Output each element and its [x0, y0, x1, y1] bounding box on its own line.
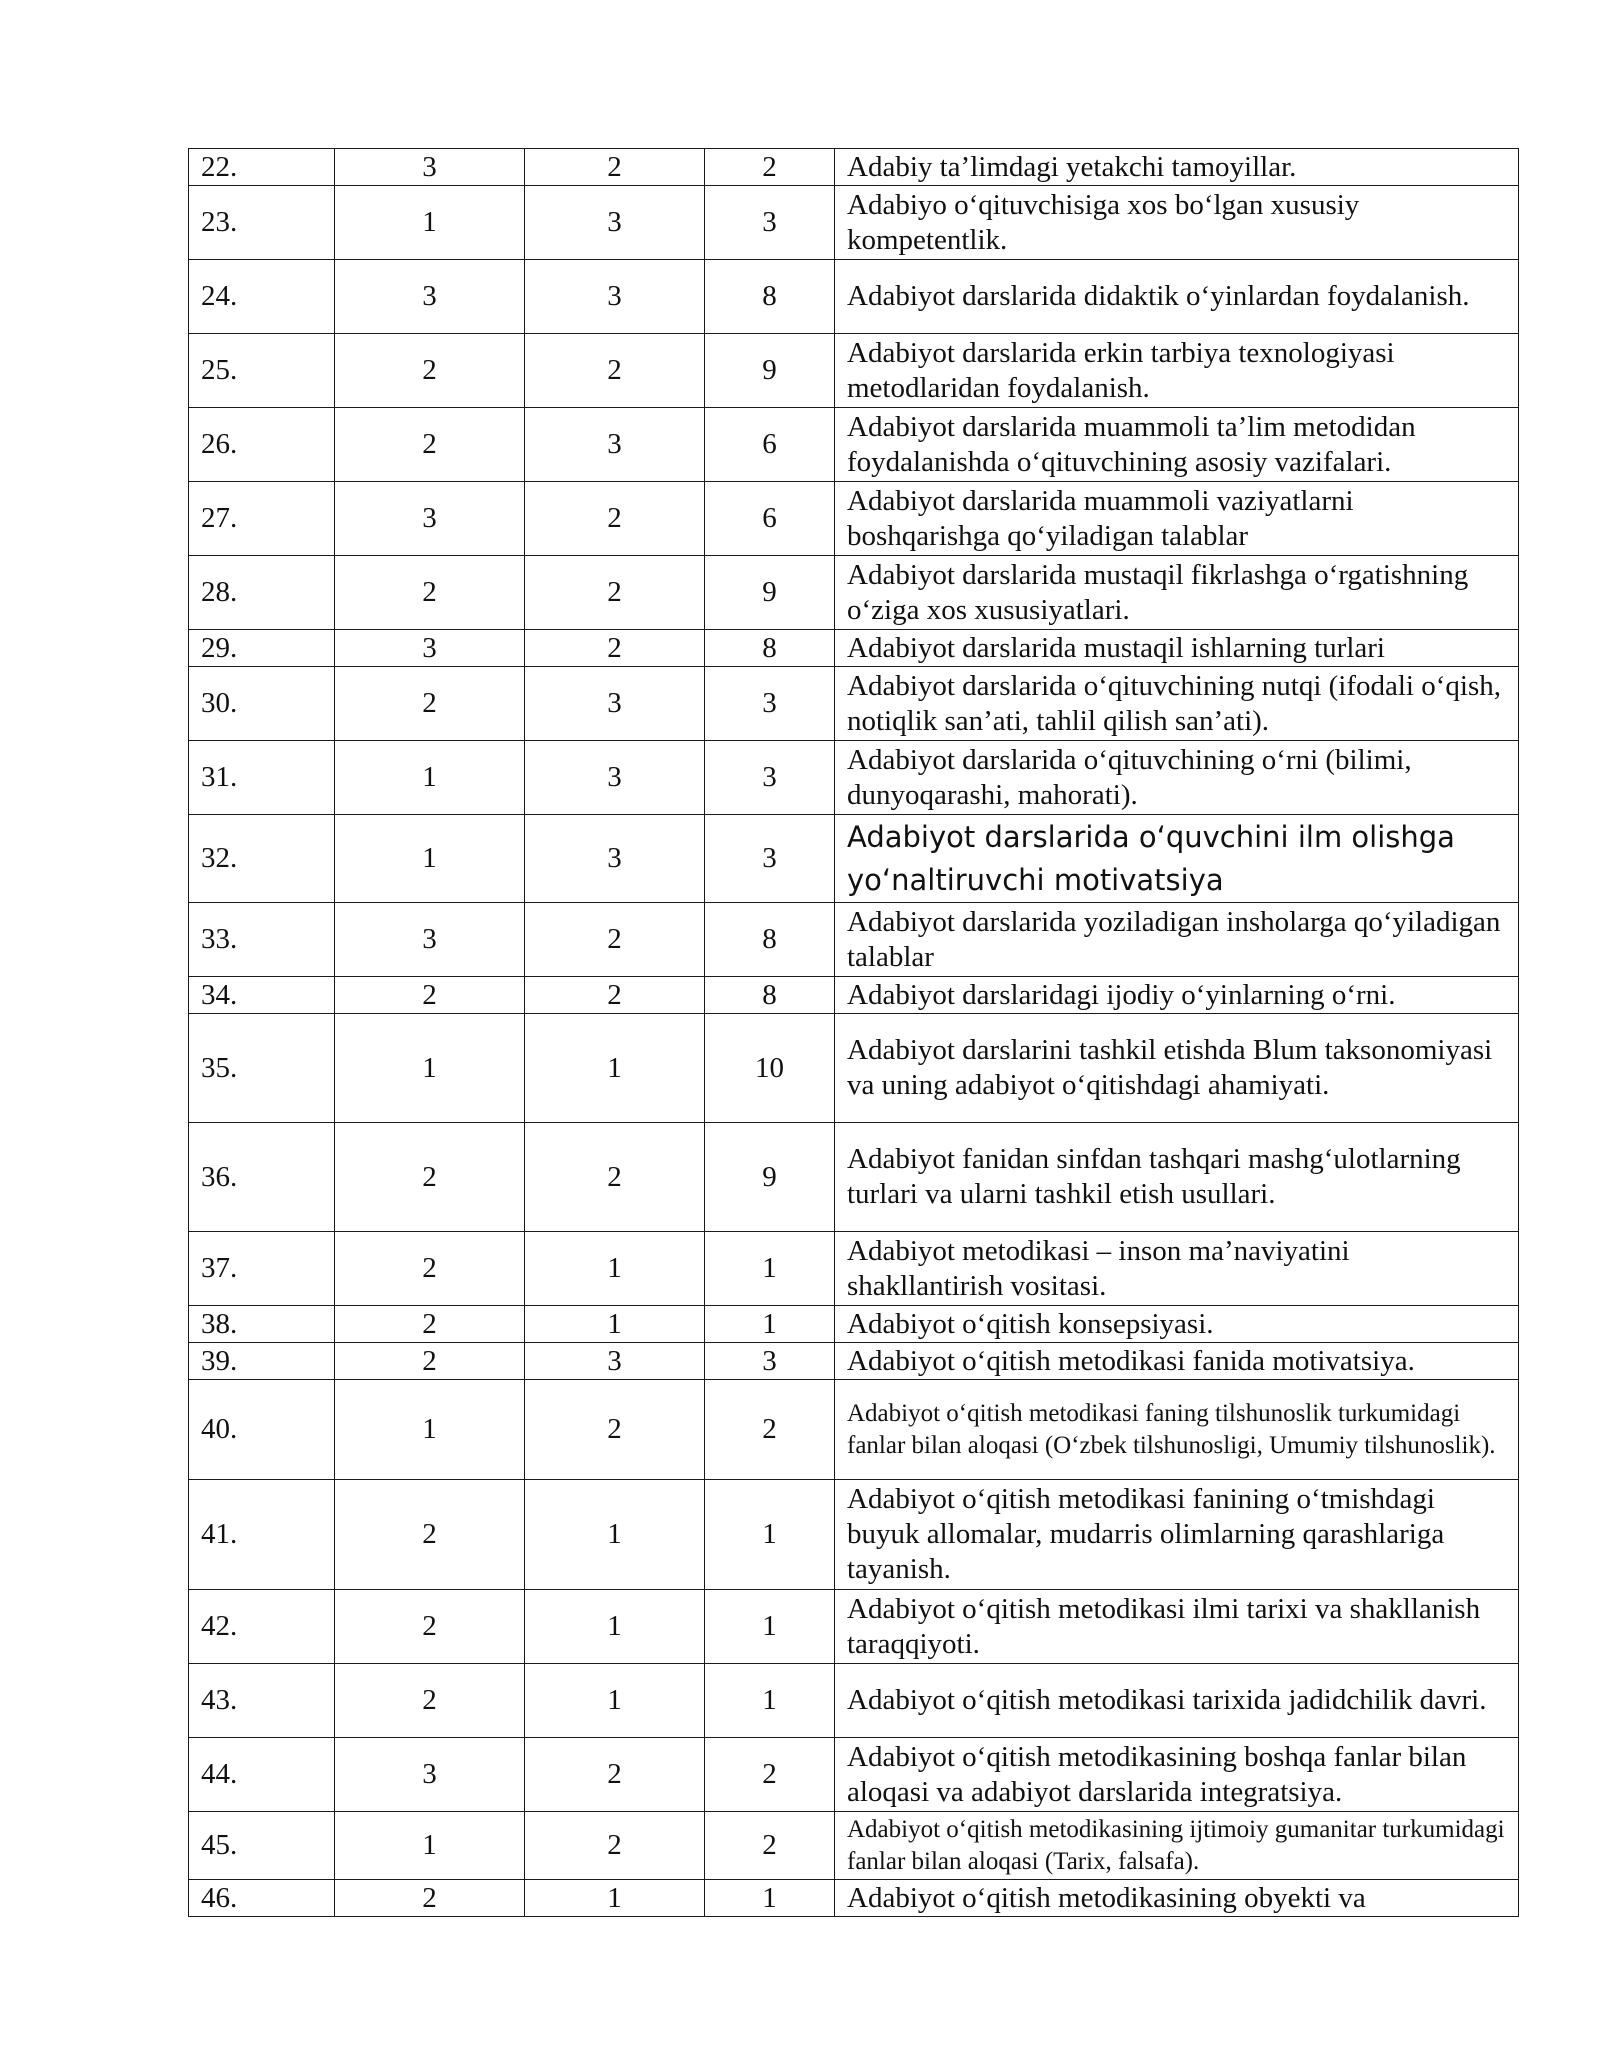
col-c-value: 9: [705, 1123, 835, 1232]
col-c-value: 3: [705, 667, 835, 741]
row-number: 25.: [189, 334, 335, 408]
col-c-value: 8: [705, 903, 835, 977]
col-b-value: 2: [525, 556, 705, 630]
topic-text: Adabiyo o‘qituvchisiga xos bo‘lgan xususiy kompetentlik.: [835, 186, 1519, 260]
topic-text: Adabiyot o‘qitish metodikasining boshqa fanlar bilan aloqasi va adabiyot darslarida integratsiya.: [835, 1738, 1519, 1812]
col-c-value: 8: [705, 977, 835, 1014]
col-a-value: 2: [335, 1232, 525, 1306]
col-a-value: 2: [335, 667, 525, 741]
col-c-value: 3: [705, 1343, 835, 1380]
col-a-value: 2: [335, 334, 525, 408]
table-row: [189, 667, 1519, 741]
table-row: [189, 1380, 1519, 1480]
table-row: [189, 1306, 1519, 1343]
col-b-value: 1: [525, 1880, 705, 1917]
col-b-value: 3: [525, 741, 705, 815]
col-b-value: 1: [525, 1014, 705, 1123]
topic-text: Adabiy ta’limdagi yetakchi tamoyillar.: [835, 149, 1519, 186]
questions-table: [188, 148, 1519, 1917]
table-row: [189, 260, 1519, 334]
table-row: [189, 741, 1519, 815]
row-number: 33.: [189, 903, 335, 977]
col-c-value: 8: [705, 260, 835, 334]
table-row: [189, 1664, 1519, 1738]
col-c-value: 3: [705, 741, 835, 815]
row-number: 26.: [189, 408, 335, 482]
col-a-value: 3: [335, 1738, 525, 1812]
table-row: [189, 1014, 1519, 1123]
table-row: [189, 977, 1519, 1014]
table-row: [189, 482, 1519, 556]
col-a-value: 1: [335, 186, 525, 260]
row-number: 45.: [189, 1812, 335, 1880]
row-number: 24.: [189, 260, 335, 334]
col-a-value: 1: [335, 815, 525, 903]
row-number: 35.: [189, 1014, 335, 1123]
table-row: [189, 1343, 1519, 1380]
row-number: 39.: [189, 1343, 335, 1380]
col-b-value: 2: [525, 630, 705, 667]
col-a-value: 3: [335, 630, 525, 667]
topic-text: Adabiyot darslarida erkin tarbiya texnologiyasi metodlaridan foydalanish.: [835, 334, 1519, 408]
table-row: [189, 1590, 1519, 1664]
col-a-value: 2: [335, 408, 525, 482]
col-c-value: 2: [705, 1812, 835, 1880]
col-b-value: 1: [525, 1664, 705, 1738]
table-row: [189, 186, 1519, 260]
col-a-value: 2: [335, 1664, 525, 1738]
table-row: [189, 149, 1519, 186]
col-b-value: 3: [525, 667, 705, 741]
topic-text: Adabiyot darslarida o‘qituvchining o‘rni (bilimi, dunyoqarashi, mahorati).: [835, 741, 1519, 815]
col-b-value: 2: [525, 149, 705, 186]
table-row: [189, 1232, 1519, 1306]
table-row: [189, 1480, 1519, 1590]
row-number: 32.: [189, 815, 335, 903]
topic-text: Adabiyot darslarida mustaqil fikrlashga o‘rgatishning o‘ziga xos xususiyatlari.: [835, 556, 1519, 630]
col-c-value: 1: [705, 1306, 835, 1343]
col-a-value: 2: [335, 1880, 525, 1917]
topic-text: Adabiyot o‘qitish metodikasining obyekti va: [835, 1880, 1519, 1917]
row-number: 30.: [189, 667, 335, 741]
table-row: [189, 1812, 1519, 1880]
topic-text: Adabiyot darslaridagi ijodiy o‘yinlarning o‘rni.: [835, 977, 1519, 1014]
table-row: [189, 408, 1519, 482]
row-number: 40.: [189, 1380, 335, 1480]
table-row: [189, 1123, 1519, 1232]
col-a-value: 3: [335, 903, 525, 977]
topic-text: Adabiyot metodikasi – inson ma’naviyatini shakllantirish vositasi.: [835, 1232, 1519, 1306]
col-b-value: 2: [525, 1380, 705, 1480]
topic-text: Adabiyot o‘qitish konsepsiyasi.: [835, 1306, 1519, 1343]
row-number: 36.: [189, 1123, 335, 1232]
col-b-value: 2: [525, 1812, 705, 1880]
row-number: 44.: [189, 1738, 335, 1812]
col-a-value: 1: [335, 1014, 525, 1123]
col-b-value: 2: [525, 903, 705, 977]
col-c-value: 1: [705, 1590, 835, 1664]
col-b-value: 1: [525, 1306, 705, 1343]
table-row: [189, 630, 1519, 667]
topic-text: Adabiyot darslarida o‘qituvchining nutqi (ifodali o‘qish, notiqlik san’ati, tahlil qilish san’ati).: [835, 667, 1519, 741]
topic-text: Adabiyot darslarida o‘quvchini ilm olishga yo‘naltiruvchi motivatsiya: [835, 815, 1519, 903]
topic-text: Adabiyot o‘qitish metodikasi faning tilshunoslik turkumidagi fanlar bilan aloqasi (O‘zbek tilshunosligi, Umumiy tilshunoslik).: [835, 1380, 1519, 1480]
col-c-value: 2: [705, 1380, 835, 1480]
col-c-value: 6: [705, 408, 835, 482]
col-c-value: 1: [705, 1232, 835, 1306]
col-a-value: 2: [335, 1123, 525, 1232]
col-c-value: 9: [705, 334, 835, 408]
topic-text: Adabiyot o‘qitish metodikasining ijtimoiy gumanitar turkumidagi fanlar bilan aloqasi (Tarix, falsafa).: [835, 1812, 1519, 1880]
table-row: [189, 556, 1519, 630]
col-b-value: 1: [525, 1232, 705, 1306]
topic-text: Adabiyot o‘qitish metodikasi tarixida jadidchilik davri.: [835, 1664, 1519, 1738]
col-b-value: 2: [525, 482, 705, 556]
row-number: 29.: [189, 630, 335, 667]
row-number: 22.: [189, 149, 335, 186]
col-a-value: 3: [335, 260, 525, 334]
topic-text: Adabiyot darslarida muammoli vaziyatlarni boshqarishga qo‘yiladigan talablar: [835, 482, 1519, 556]
col-a-value: 2: [335, 1306, 525, 1343]
col-b-value: 3: [525, 260, 705, 334]
col-a-value: 1: [335, 1812, 525, 1880]
row-number: 34.: [189, 977, 335, 1014]
col-b-value: 2: [525, 977, 705, 1014]
topic-text: Adabiyot darslarida mustaqil ishlarning turlari: [835, 630, 1519, 667]
row-number: 46.: [189, 1880, 335, 1917]
table-row: [189, 1880, 1519, 1917]
topic-text: Adabiyot o‘qitish metodikasi fanining o‘tmishdagi buyuk allomalar, mudarris olimlarning qarashlariga tayanish.: [835, 1480, 1519, 1590]
col-c-value: 2: [705, 1738, 835, 1812]
table-row: [189, 334, 1519, 408]
col-b-value: 2: [525, 1738, 705, 1812]
table-row: [189, 1738, 1519, 1812]
col-c-value: 10: [705, 1014, 835, 1123]
col-b-value: 1: [525, 1480, 705, 1590]
col-a-value: 3: [335, 482, 525, 556]
row-number: 23.: [189, 186, 335, 260]
col-c-value: 1: [705, 1880, 835, 1917]
col-a-value: 2: [335, 1343, 525, 1380]
row-number: 38.: [189, 1306, 335, 1343]
row-number: 27.: [189, 482, 335, 556]
topic-text: Adabiyot fanidan sinfdan tashqari mashg‘ulotlarning turlari va ularni tashkil etish usullari.: [835, 1123, 1519, 1232]
topic-text: Adabiyot o‘qitish metodikasi ilmi tarixi va shakllanish taraqqiyoti.: [835, 1590, 1519, 1664]
col-c-value: 1: [705, 1664, 835, 1738]
col-b-value: 3: [525, 186, 705, 260]
row-number: 43.: [189, 1664, 335, 1738]
col-c-value: 1: [705, 1480, 835, 1590]
col-c-value: 3: [705, 186, 835, 260]
col-a-value: 1: [335, 741, 525, 815]
col-c-value: 6: [705, 482, 835, 556]
topic-text: Adabiyot darslarida didaktik o‘yinlardan foydalanish.: [835, 260, 1519, 334]
col-a-value: 2: [335, 1590, 525, 1664]
topic-text: Adabiyot darslarida muammoli ta’lim metodidan foydalanishda o‘qituvchining asosiy vazifalari.: [835, 408, 1519, 482]
table-row: [189, 903, 1519, 977]
col-a-value: 1: [335, 1380, 525, 1480]
row-number: 28.: [189, 556, 335, 630]
col-b-value: 2: [525, 1123, 705, 1232]
topic-text: Adabiyot darslarini tashkil etishda Blum taksonomiyasi va uning adabiyot o‘qitishdagi ahamiyati.: [835, 1014, 1519, 1123]
topic-text: Adabiyot o‘qitish metodikasi fanida motivatsiya.: [835, 1343, 1519, 1380]
row-number: 37.: [189, 1232, 335, 1306]
col-a-value: 3: [335, 149, 525, 186]
col-a-value: 2: [335, 1480, 525, 1590]
row-number: 42.: [189, 1590, 335, 1664]
col-a-value: 2: [335, 977, 525, 1014]
col-b-value: 3: [525, 1343, 705, 1380]
col-c-value: 9: [705, 556, 835, 630]
col-b-value: 1: [525, 1590, 705, 1664]
col-c-value: 8: [705, 630, 835, 667]
col-b-value: 2: [525, 334, 705, 408]
col-c-value: 2: [705, 149, 835, 186]
row-number: 41.: [189, 1480, 335, 1590]
row-number: 31.: [189, 741, 335, 815]
col-b-value: 3: [525, 815, 705, 903]
col-b-value: 3: [525, 408, 705, 482]
topic-text: Adabiyot darslarida yoziladigan insholarga qo‘yiladigan talablar: [835, 903, 1519, 977]
col-a-value: 2: [335, 556, 525, 630]
col-c-value: 3: [705, 815, 835, 903]
table-row: [189, 815, 1519, 903]
